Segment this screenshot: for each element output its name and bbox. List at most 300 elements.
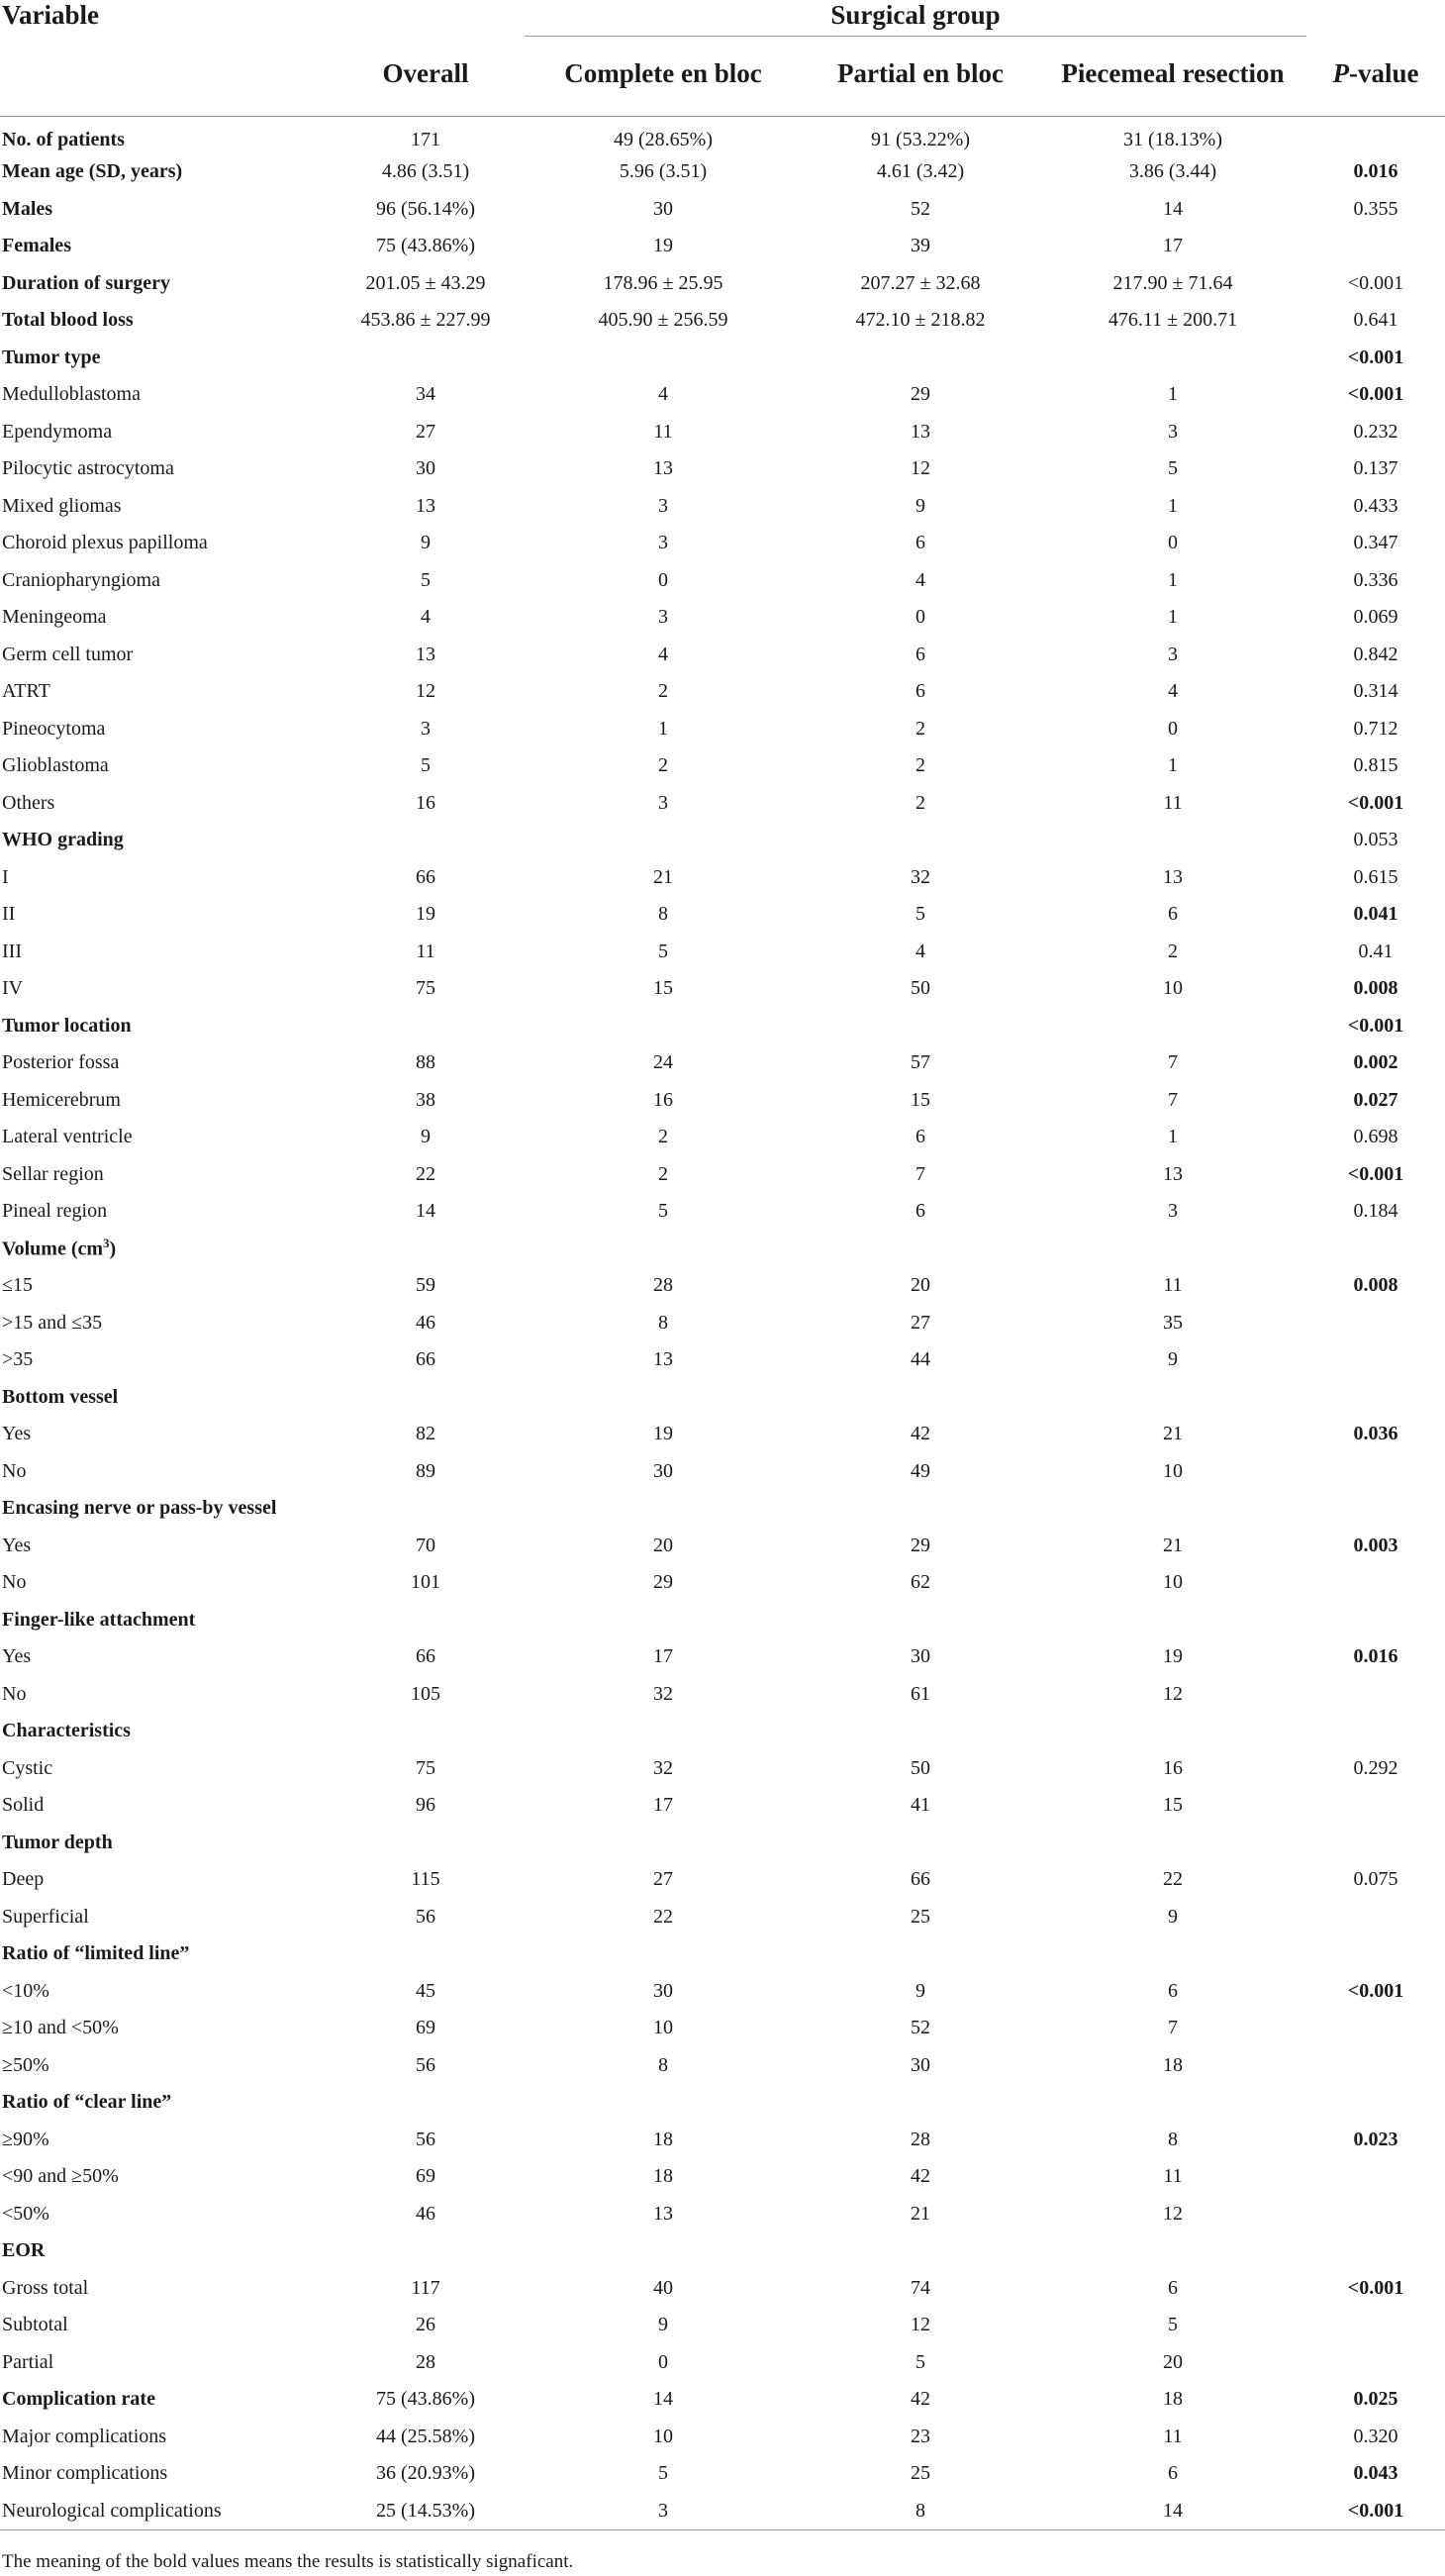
table-row [0,2084,1445,2122]
cell-piecemeal: 476.11 ± 200.71 [1108,309,1238,332]
cell-complete: 10 [653,2425,673,2447]
cell-partial: 49 [911,1459,930,1482]
table-row [0,2010,1445,2047]
cell-p-value [1306,117,1445,154]
cell-p-value: <0.001 [1347,2276,1404,2299]
cell-p-value: 0.712 [1353,717,1398,740]
cell-complete: 2 [658,1162,668,1185]
cell-partial: 7 [915,1162,925,1185]
table-row [0,1156,1445,1194]
cell-complete: 11 [653,420,673,443]
cell-partial: 52 [911,2017,930,2039]
cell-partial: 9 [915,494,925,517]
table-row [0,525,1445,562]
table-row [0,1193,1445,1231]
cell-p-value: 0.008 [1353,977,1398,1000]
table-row [0,562,1445,600]
cell-partial: 472.10 ± 218.82 [855,309,986,332]
cell-piecemeal: 1 [1168,754,1178,777]
cell-overall: 27 [416,420,435,443]
row-label: Mixed gliomas [2,494,122,517]
cell-partial [802,1231,1039,1268]
cell-piecemeal: 35 [1163,1311,1183,1334]
cell-overall [327,1231,525,1268]
cell-overall: 46 [416,2202,435,2225]
cell-p-value: <0.001 [1347,1014,1404,1037]
cell-partial: 42 [911,1423,930,1445]
cell-complete: 18 [653,2165,673,2188]
cell-complete: 13 [653,457,673,480]
table-row [0,1305,1445,1342]
cell-overall: 16 [416,791,435,814]
cell-piecemeal: 22 [1163,1868,1183,1891]
cell-partial: 29 [911,1534,930,1556]
table-row [0,1602,1445,1639]
cell-complete [525,822,802,859]
cell-partial: 12 [911,457,930,480]
cell-p-value: 0.232 [1353,420,1398,443]
cell-p-value [1306,2047,1445,2085]
cell-p-value [1306,1713,1445,1750]
cell-p-value [1306,2158,1445,2196]
cell-p-value [1306,2084,1445,2122]
table-row [0,637,1445,674]
cell-piecemeal: 1 [1168,494,1178,517]
cell-complete: 2 [658,754,668,777]
cell-overall: 101 [411,1571,440,1594]
row-label: Males [2,197,53,220]
cell-partial [802,340,1039,377]
cell-piecemeal: 1 [1168,606,1178,629]
cell-complete: 405.90 ± 256.59 [598,309,728,332]
row-label: Posterior fossa [2,1051,120,1074]
cell-p-value: 0.355 [1353,197,1398,220]
cell-overall [327,340,525,377]
cell-partial: 13 [911,420,930,443]
cell-overall: 56 [416,2053,435,2076]
cell-complete [525,1231,802,1268]
table-row [0,2381,1445,2419]
table-row [0,785,1445,823]
row-label: No [2,1459,27,1482]
row-label: Choroid plexus papilloma [2,532,208,554]
cell-piecemeal: 2 [1168,940,1178,962]
table-body [0,117,1445,2530]
cell-piecemeal: 7 [1168,1088,1178,1111]
cell-partial: 20 [911,1274,930,1297]
cell-complete [525,2084,802,2122]
cell-complete: 178.96 ± 25.95 [603,271,723,294]
cell-overall [327,822,525,859]
cell-p-value [1306,1341,1445,1379]
table-row [0,2270,1445,2308]
cell-complete: 3 [658,791,668,814]
cell-p-value: 0.336 [1353,568,1398,591]
table-row [0,1453,1445,1491]
cell-partial: 42 [911,2388,930,2411]
cell-p-value: 0.320 [1353,2425,1398,2447]
cell-p-value [1306,1231,1445,1268]
row-label: Volume $(cm^3)$ [2,1236,117,1261]
cell-overall: 44 (25.58%) [376,2425,475,2447]
row-label: Females [2,235,71,257]
cell-p-value: 0.842 [1353,643,1398,665]
cell-piecemeal: 4 [1168,680,1178,703]
row-label: Germ cell tumor [2,643,134,665]
cell-p-value: 0.003 [1353,1534,1398,1556]
cell-complete [525,340,802,377]
cell-complete [525,1008,802,1045]
cell-p-value: <0.001 [1347,383,1404,406]
cell-piecemeal: 31 (18.13%) [1123,129,1222,150]
cell-overall: 34 [416,383,435,406]
cell-partial [802,1490,1039,1528]
cell-piecemeal: 1 [1168,568,1178,591]
cell-piecemeal: 17 [1163,235,1183,257]
cell-p-value [1306,1379,1445,1417]
cell-piecemeal: 6 [1168,1979,1178,2002]
row-label: EOR [2,2239,46,2262]
cell-complete: 28 [653,1274,673,1297]
cell-overall: 75 [416,977,435,1000]
cell-complete: 20 [653,1534,673,1556]
cell-piecemeal: 7 [1168,2017,1178,2039]
row-label: Encasing nerve or pass-by vessel [2,1497,277,1520]
cell-complete: 4 [658,643,668,665]
cell-overall [327,1935,525,1973]
cell-p-value: 0.641 [1353,309,1398,332]
cell-complete: 40 [653,2276,673,2299]
cell-p-value: 0.615 [1353,865,1398,888]
table-row [0,970,1445,1008]
row-label: Tumor location [2,1014,132,1037]
cell-overall: 36 (20.93%) [376,2462,475,2485]
cell-p-value: 0.023 [1353,2128,1398,2150]
cell-overall: 89 [416,1459,435,1482]
cell-p-value: 0.043 [1353,2462,1398,2485]
cell-complete: 3 [525,2493,802,2530]
cell-piecemeal: 9 [1168,1905,1178,1928]
cell-partial: 4 [915,940,925,962]
cell-p-value: 0.008 [1353,1274,1398,1297]
cell-piecemeal: 20 [1163,2350,1183,2373]
cell-p-value: <0.001 [1306,2493,1445,2530]
cell-overall: 82 [416,1423,435,1445]
cell-partial [802,2084,1039,2122]
cell-partial: 6 [915,1126,925,1148]
cell-piecemeal: 11 [1163,1274,1183,1297]
table-row [0,1008,1445,1045]
cell-partial: 2 [915,791,925,814]
cell-piecemeal: 217.90 ± 71.64 [1112,271,1233,294]
cell-piecemeal: 14 [1163,197,1183,220]
cell-partial: 29 [911,383,930,406]
cell-overall [327,1490,525,1528]
row-label: <10% [2,1979,49,2002]
cell-partial: 6 [915,680,925,703]
row-label: Total blood loss [2,309,134,332]
cell-overall [327,1008,525,1045]
cell-p-value: <0.001 [1347,1979,1404,2002]
table-row [0,2455,1445,2493]
cell-partial: 25 [911,2462,930,2485]
cell-partial: 6 [915,532,925,554]
cell-complete: 17 [653,1794,673,1817]
cell-complete [525,1379,802,1417]
row-label: Pilocytic astrocytoma [2,457,174,480]
row-label: Subtotal [2,2314,68,2336]
cell-partial: 50 [911,1756,930,1779]
cell-p-value: 0.292 [1353,1756,1398,1779]
table-row [0,2419,1445,2456]
cell-complete: 32 [653,1756,673,1779]
table-row [0,2158,1445,2196]
table-row [0,1119,1445,1156]
row-label: Partial [2,2350,54,2373]
cell-partial: 91 (53.22%) [871,129,970,150]
row-label: ≥10 and <50% [2,2017,119,2039]
cell-piecemeal: 7 [1168,1051,1178,1074]
cell-overall: 12 [416,680,435,703]
cell-p-value: 0.016 [1353,1645,1398,1668]
row-label: No [2,1571,27,1594]
cell-overall: 96 [416,1794,435,1817]
cell-overall [327,1379,525,1417]
table-row [0,414,1445,451]
cell-piecemeal [1039,2232,1306,2270]
cell-p-value [1306,1899,1445,1936]
table-row [0,488,1445,526]
cell-complete: 14 [653,2388,673,2411]
cell-partial: 15 [911,1088,930,1111]
cell-p-value [1306,228,1445,265]
header-piecemeal-resection: Piecemeal resection [1039,31,1306,117]
cell-p-value [1306,2307,1445,2344]
table-row [0,302,1445,340]
cell-p-value: <0.001 [1347,346,1404,368]
cell-overall: 19 [416,903,435,926]
row-label: No [2,1682,27,1705]
cell-complete: 0 [658,2350,668,2373]
cell-piecemeal: 13 [1163,865,1183,888]
cell-complete [525,1935,802,1973]
cell-complete: 9 [658,2314,668,2336]
surgical-group-rule [525,36,1306,37]
cell-partial: 25 [911,1905,930,1928]
cell-partial: 44 [911,1348,930,1371]
cell-piecemeal [1039,1490,1306,1528]
cell-complete: 0 [658,568,668,591]
row-label: Tumor depth [2,1831,113,1853]
table-row [0,1416,1445,1453]
cell-p-value: 0.815 [1353,754,1398,777]
row-label: Craniopharyngioma [2,568,160,591]
cell-piecemeal: 21 [1163,1534,1183,1556]
cell-p-value [1306,1453,1445,1491]
row-label: ATRT [2,680,50,703]
table-row [0,1082,1445,1120]
cell-partial: 30 [911,1645,930,1668]
cell-complete: 13 [653,2202,673,2225]
cell-piecemeal [1039,340,1306,377]
cell-partial: 50 [911,977,930,1000]
table-row [0,2232,1445,2270]
cell-complete [525,1490,802,1528]
cell-overall [327,2232,525,2270]
row-label: Finger-like attachment [2,1608,196,1631]
table-row [0,822,1445,859]
cell-complete: 3 [658,494,668,517]
cell-partial: 74 [911,2276,930,2299]
table-row [0,1490,1445,1528]
row-label: Duration of surgery [2,271,170,294]
row-label: ≤15 [2,1274,33,1297]
cell-piecemeal: 3.86 (3.44) [1128,160,1217,183]
row-label: >15 and ≤35 [2,1311,103,1334]
row-label: Sellar region [2,1162,104,1185]
cell-piecemeal: 1 [1168,1126,1178,1148]
row-label: Meningeoma [2,606,107,629]
cell-p-value: 0.069 [1353,606,1398,629]
cell-piecemeal: 6 [1168,903,1178,926]
cell-p-value: 0.314 [1353,680,1398,703]
cell-complete: 8 [658,2053,668,2076]
table-row [0,1528,1445,1565]
cell-p-value: 0.036 [1353,1423,1398,1445]
cell-piecemeal: 1 [1168,383,1178,406]
cell-overall [327,1713,525,1750]
cell-overall: 453.86 ± 227.99 [360,309,491,332]
cell-p-value: 0.041 [1353,903,1398,926]
row-label: Tumor type [2,346,101,368]
cell-overall: 46 [416,1311,435,1334]
row-label: Ratio of “limited line” [2,1942,190,1965]
cell-complete: 22 [653,1905,673,1928]
row-label: Superficial [2,1905,89,1928]
row-label: Deep [2,1868,45,1891]
cell-overall: 75 (43.86%) [376,2388,475,2411]
cell-piecemeal: 14 [1039,2493,1306,2530]
cell-complete: 1 [658,717,668,740]
cell-overall: 5 [421,568,431,591]
cell-overall: 105 [411,1682,440,1705]
cell-p-value: 0.027 [1353,1088,1398,1111]
row-label: Gross total [2,2276,89,2299]
row-label: WHO grading [2,829,124,851]
cell-complete: 19 [653,1423,673,1445]
table-row [0,1713,1445,1750]
cell-complete: 17 [653,1645,673,1668]
table-row [0,265,1445,303]
row-label: II [2,903,16,926]
cell-partial: 6 [915,643,925,665]
row-label: Hemicerebrum [2,1088,121,1111]
cell-p-value [1306,1676,1445,1714]
cell-partial: 8 [802,2493,1039,2530]
cell-piecemeal: 3 [1168,643,1178,665]
cell-complete: 5 [658,940,668,962]
cell-overall [327,1602,525,1639]
cell-complete: 5 [658,2462,668,2485]
cell-complete [525,1825,802,1862]
cell-piecemeal: 6 [1168,2462,1178,2485]
cell-partial: 12 [911,2314,930,2336]
cell-piecemeal: 21 [1163,1423,1183,1445]
table-row [0,2493,1445,2530]
cell-overall: 4.86 (3.51) [381,160,470,183]
cell-overall: 3 [421,717,431,740]
cell-complete: 30 [653,197,673,220]
table-row [0,1564,1445,1602]
cell-partial: 207.27 ± 32.68 [860,271,981,294]
table-row [0,711,1445,748]
cell-complete: 2 [658,1126,668,1148]
cell-partial: 5 [915,2350,925,2373]
row-label: Neurological complications [0,2493,327,2530]
row-label: Characteristics [2,1720,131,1742]
cell-p-value: 0.137 [1353,457,1398,480]
cell-p-value: <0.001 [1347,1162,1404,1185]
cell-complete: 19 [653,235,673,257]
cell-overall: 38 [416,1088,435,1111]
cell-overall: 201.05 ± 43.29 [365,271,486,294]
cell-partial: 5 [915,903,925,926]
cell-piecemeal: 3 [1168,420,1178,443]
table-row [0,896,1445,934]
table-row [0,1861,1445,1899]
row-label: Yes [2,1423,32,1445]
cell-piecemeal [1039,1825,1306,1862]
cell-piecemeal: 3 [1168,1200,1178,1223]
row-label: Medulloblastoma [2,383,141,406]
cell-overall: 11 [416,940,435,962]
cell-piecemeal: 5 [1168,457,1178,480]
row-label: Ependymoma [2,420,113,443]
table-row [0,1379,1445,1417]
cell-overall: 88 [416,1051,435,1074]
cell-piecemeal: 6 [1168,2276,1178,2299]
cell-partial: 0 [915,606,925,629]
cell-piecemeal [1039,1713,1306,1750]
cell-overall: 5 [421,754,431,777]
cell-complete: 4 [658,383,668,406]
row-label: Lateral ventricle [2,1126,133,1148]
row-label: Bottom vessel [2,1385,119,1408]
cell-overall: 66 [416,865,435,888]
cell-complete: 5 [658,1200,668,1223]
cell-overall: 4 [421,606,431,629]
cell-overall: 9 [421,1126,431,1148]
header-surgical-group: Surgical group [525,0,1306,31]
cell-complete: 16 [653,1088,673,1111]
table-row [0,117,1445,154]
cell-piecemeal: 11 [1163,2425,1183,2447]
row-label: I [2,865,9,888]
cell-piecemeal [1039,2084,1306,2122]
cell-overall: 171 [411,129,440,150]
cell-partial: 9 [915,1979,925,2002]
cell-piecemeal: 0 [1168,532,1178,554]
cell-overall: 45 [416,1979,435,2002]
table-row [0,1899,1445,1936]
row-label: <50% [2,2202,49,2225]
cell-p-value [1306,1935,1445,1973]
table-row [0,2047,1445,2085]
cell-overall: 56 [416,2128,435,2150]
cell-overall: 28 [416,2350,435,2373]
table-row [0,1825,1445,1862]
cell-overall: 25 (14.53%) [327,2493,525,2530]
